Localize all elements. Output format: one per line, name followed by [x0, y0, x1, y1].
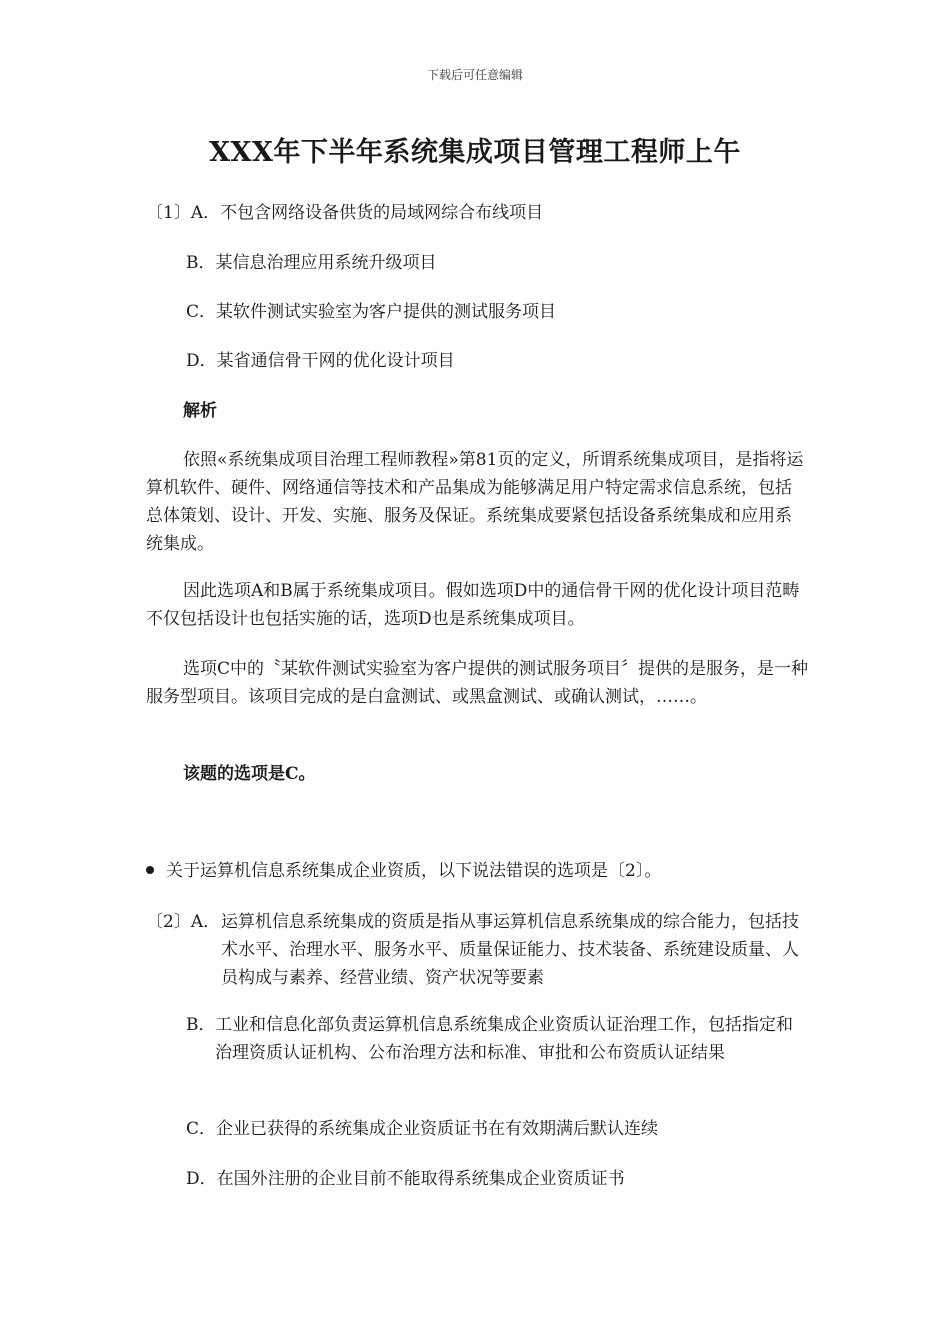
analysis-paragraph-1: 依照«系统集成项目治理工程师教程»第81页的定义，所谓系统集成项目，是指将运算机软件、硬件、网络通信等技术和产品集成为能够满足用户特定需求信息系统，包括总体策划、设计、开发、实施、服务及保证。系统集成要紧包括设备系统集成和应用系统集成。 [146, 450, 804, 554]
q2-label-a: 〔2〕A． [146, 912, 221, 932]
q1-option-c: C．某软件测试实验室为客户提供的测试服务项目 [186, 302, 557, 322]
q2-option-a: 运算机信息系统集成的资质是指从事运算机信息系统集成的综合能力，包括技术水平、治理水平、服务水平、质量保证能力、技术装备、系统建设质量、人员构成与素养、经营业绩、资产状况等要素 [221, 912, 799, 988]
header-note: 下载后可任意编辑 [426, 68, 523, 82]
bullet-icon [146, 866, 154, 874]
page-title: XXX年下半年系统集成项目管理工程师上午 [209, 137, 741, 168]
q1-option-a: 〔1〕A．不包含网络设备供货的局域网综合布线项目 [146, 203, 544, 223]
analysis-paragraph-3: 选项C中的〝某软件测试实验室为客户提供的测试服务项目〞提供的是服务，是一种服务型项目。该项目完成的是白盒测试、或黑盒测试、或确认测试，……。 [146, 659, 809, 707]
q2-option-b: 工业和信息化部负责运算机信息系统集成企业资质认证治理工作，包括指定和治理资质认证机构、公布治理方法和标准、审批和公布资质认证结果 [215, 1015, 793, 1063]
analysis-heading: 解析 [183, 401, 217, 421]
q2-stem [146, 857, 661, 885]
q1-option-b: B．某信息治理应用系统升级项目 [186, 253, 437, 273]
q2-stem-text: 关于运算机信息系统集成企业资质，以下说法错误的选项是〔2〕。 [166, 861, 662, 881]
analysis-paragraph-2: 因此选项A和B属于系统集成项目。假如选项D中的通信骨干网的优化设计项目范畴不仅包括设计也包括实施的话，选项D也是系统集成项目。 [146, 581, 800, 629]
q1-option-d: D．某省通信骨干网的优化设计项目 [186, 351, 455, 371]
q2-option-c: C．企业已获得的系统集成企业资质证书在有效期满后默认连续 [186, 1119, 659, 1139]
q2-label-b: B． [186, 1015, 216, 1035]
q2-option-d: D．在国外注册的企业目前不能取得系统集成企业资质证书 [186, 1169, 625, 1189]
answer-line: 该题的选项是C。 [183, 764, 316, 784]
